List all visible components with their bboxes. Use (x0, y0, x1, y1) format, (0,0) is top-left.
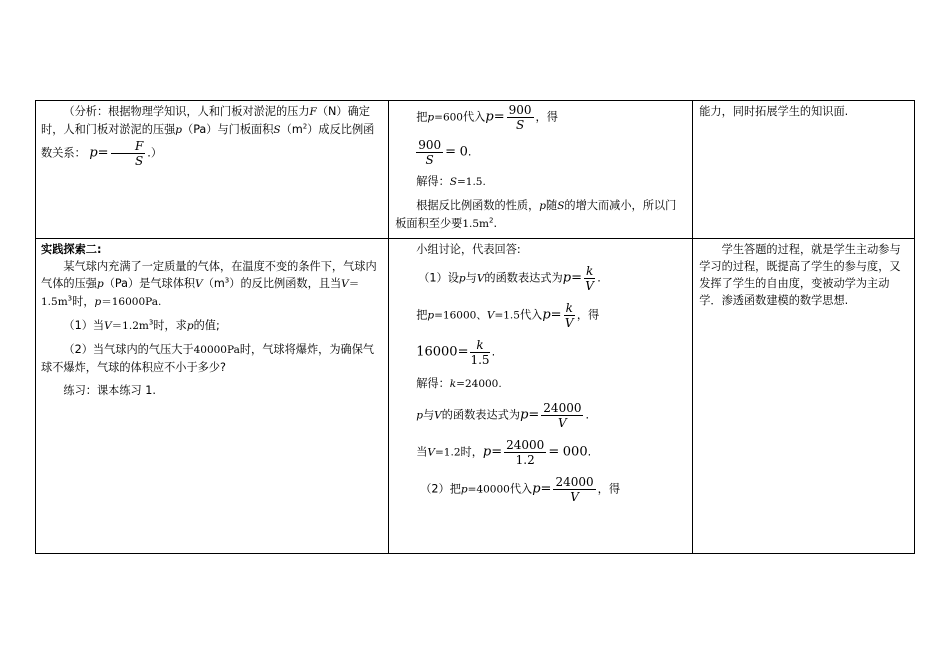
solution-line: 根据反比例函数的性质，p随S的增大而减小，所以门板面积至少要$1.5m^2$. (395, 199, 677, 230)
intent-text: 能力，同时拓展学生的知识面. (699, 105, 849, 118)
solution-line: 小组讨论，代表回答: (416, 243, 521, 257)
discussion-content (389, 239, 692, 504)
intent-cell (693, 239, 915, 554)
exploration-cell (36, 239, 389, 554)
section-title: 实践探索二: (41, 243, 102, 257)
solution-line: 解得：k=24000. (416, 377, 502, 391)
intent-cell (693, 101, 915, 239)
lesson-plan-table (35, 100, 915, 554)
formula-fraction: $\frac{F}{S}$ (111, 139, 146, 168)
solution-line: 解得：S=1.5. (416, 175, 486, 188)
solution-line: 16000= $\frac{k}{1.5}$ . (416, 338, 496, 368)
solution-line: 当V=1.2时，p= $\frac{24000}{1.2}$ = 000. (416, 438, 592, 468)
solution-line: 把p=600代入p= $\frac{900}{S}$ ，得 (416, 103, 558, 132)
exploration-content (36, 239, 388, 399)
analysis-paragraph: （分析：根据物理学知识，人和门板对淤泥的压力F（N）确定时，人和门板对淤泥的压强p（Pa）与门板面积$S(m^2)$成反比例函数关系： p= $\frac{F}{S}$ .） (41, 105, 375, 168)
solution-line: （1）设p与V的函数表达式为p= $\frac{k}{V}$ . (418, 264, 601, 294)
solution-line: $\frac{900}{S}$ = 0. (418, 138, 472, 167)
exercise-note: 练习：课本练习 1. (63, 384, 156, 398)
question-2: （2）当气球内的气压大于40000Pa时，气球将爆炸，为确保气球不爆炸，气球的体积应不小于多少? (41, 343, 375, 375)
solution-cell (389, 101, 693, 239)
solution-line: p与V的函数表达式为p= $\frac{24000}{V}$ . (416, 401, 590, 431)
intent-text: 学生答题的过程，就是学生主动参与学习的过程，既提高了学生的参与度，又发挥了学生的自由度，变被动学为主动学．渗透函数建模的数学思想. (699, 243, 901, 308)
problem-statement: 某气球内充满了一定质量的气体，在温度不变的条件下，气球内气体的压强p（Pa）是气球体积$V(m^3)$的反比例函数，且当$V=1.5m^3$时，p＝16000Pa. (41, 260, 377, 309)
discussion-cell (389, 239, 693, 554)
table-row (36, 239, 915, 554)
solution-line: （2）把p=40000代入p= $\frac{24000}{V}$ ，得 (420, 475, 621, 505)
table-row (36, 101, 915, 239)
analysis-cell (36, 101, 389, 239)
solution-content (389, 101, 692, 233)
question-1: （1）当$V=1.2m^3$时，求p的值; (63, 318, 220, 333)
solution-line: 把p=16000、V=1.5代入p= $\frac{k}{V}$ ，得 (416, 301, 600, 331)
